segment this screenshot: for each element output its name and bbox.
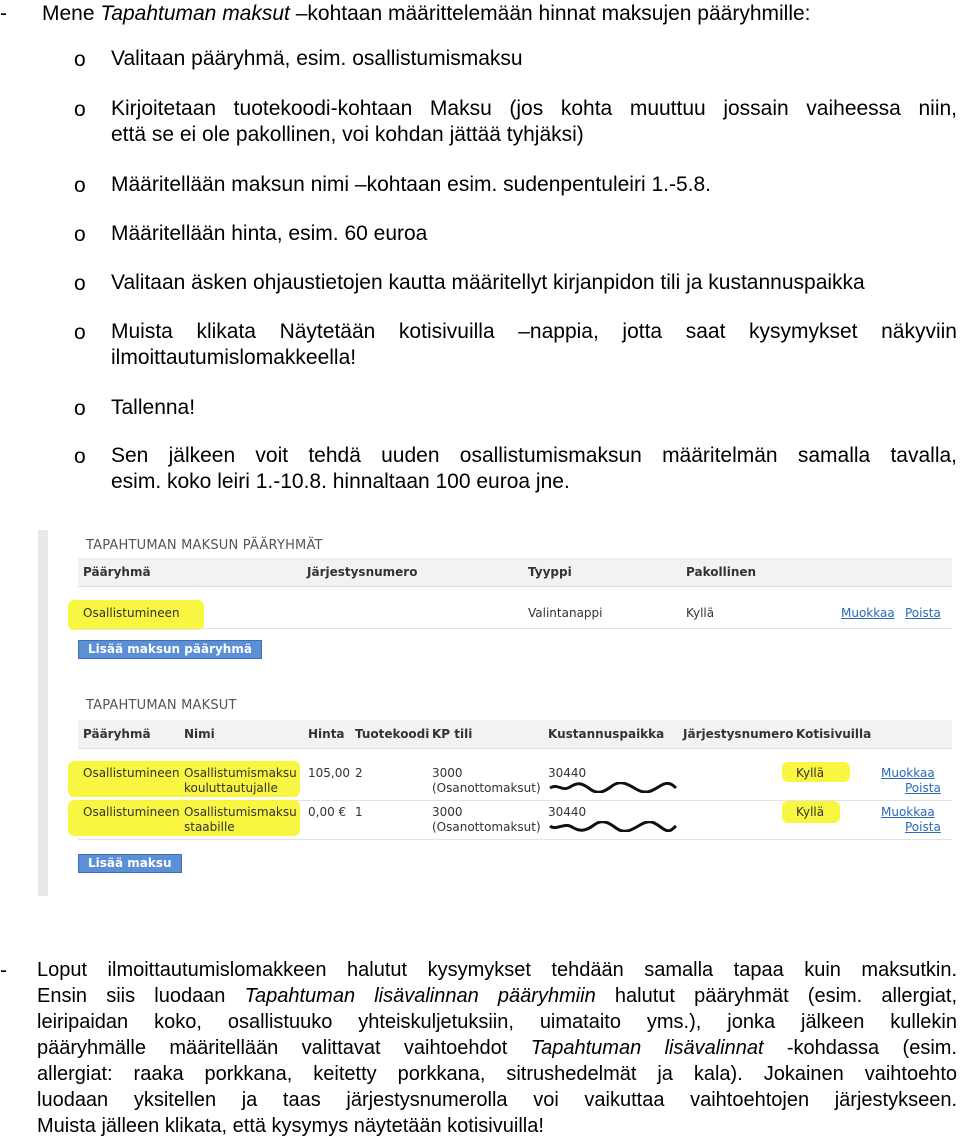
bullet-5: o <box>74 272 86 295</box>
text-run: -kohdassa (esim. <box>763 1037 957 1059</box>
bottom-paragraph <box>37 957 957 1139</box>
cell-kp-tili-line2: (Osanottomaksut) <box>432 781 541 795</box>
col-pakollinen: Pakollinen <box>686 565 757 579</box>
cell-kp-tili: 3000 <box>432 766 463 780</box>
bullet-item-3 <box>111 172 711 198</box>
cell-kustannuspaikka: 30440 <box>548 766 587 780</box>
bullet-text: Tallenna! <box>111 396 196 419</box>
col-kotisivuilla: Kotisivuilla <box>796 727 872 741</box>
embedded-screenshot <box>38 530 960 896</box>
col-kustannuspaikka: Kustannuspaikka <box>548 727 665 741</box>
redacted-scribble <box>548 821 678 832</box>
fees-table-header <box>78 720 952 749</box>
fees-table-row <box>78 801 952 840</box>
cell-paaryhma: Osallistumineen <box>83 606 180 620</box>
cell-nimi-line2: staabille <box>184 820 235 834</box>
paragraph-line: Loput ilmoittautumislomakkeen halutut kysymykset tehdään samalla tapaa kuin maksutkin. <box>37 959 957 981</box>
bullet-text: ilmoittautumislomakkeella! <box>111 346 357 369</box>
bullet-6: o <box>74 321 86 344</box>
bullet-item-5 <box>111 270 865 296</box>
bullet-text: Määritellään maksun nimi –kohtaan esim. sudenpentuleiri 1.-5.8. <box>111 173 711 196</box>
intro-pre: Mene <box>42 2 101 25</box>
cell-kustannuspaikka: 30440 <box>548 805 587 819</box>
fees-section-title: TAPAHTUMAN MAKSUT <box>86 698 237 713</box>
cell-nimi-line2: kouluttautujalle <box>184 781 278 795</box>
col-paaryhma: Pääryhmä <box>83 727 151 741</box>
col-tyyppi: Tyyppi <box>528 565 572 579</box>
cell-tuotekoodi: 2 <box>355 766 363 780</box>
add-group-button[interactable]: Lisää maksun pääryhmä <box>78 640 262 659</box>
cell-kp-tili: 3000 <box>432 805 463 819</box>
cell-paaryhma: Osallistumineen <box>83 766 180 780</box>
groups-table-header <box>78 558 952 587</box>
panel-left-bar <box>38 530 48 896</box>
cell-paaryhma: Osallistumineen <box>83 805 180 819</box>
edit-link[interactable]: Muokkaa <box>841 606 895 620</box>
col-jarjestysnumero: Järjestysnumero <box>307 565 418 579</box>
bullet-7: o <box>74 397 86 420</box>
paragraph-line: Muista jälleen klikata, että kysymys näytetään kotisivuilla! <box>37 1115 544 1137</box>
delete-link[interactable]: Poista <box>905 820 941 834</box>
intro-emphasis: Tapahtuman maksut <box>100 2 290 25</box>
cell-hinta: 105,00 <box>308 766 350 780</box>
col-kp-tili: KP tili <box>432 727 473 741</box>
paragraph-line <box>37 983 957 1009</box>
bullet-text: Määritellään hinta, esim. 60 euroa <box>111 222 428 245</box>
cell-nimi: Osallistumismaksu <box>184 805 297 819</box>
bullet-text: Valitaan pääryhmä, esim. osallistumismaksu <box>111 47 523 70</box>
text-run: Ensin siis luodaan <box>37 985 245 1007</box>
bullet-3: o <box>74 174 86 197</box>
bullet-item-1 <box>111 46 523 72</box>
bullet-text: Muista klikata Näytetään kotisivuilla –nappia, jotta saat kysymykset näkyviin <box>111 320 957 343</box>
cell-tyyppi: Valintanappi <box>528 606 603 620</box>
intro-post: –kohtaan määrittelemään hinnat maksujen pääryhmille: <box>289 2 811 25</box>
text-emphasis: Tapahtuman lisävalinnan pääryhmiin <box>244 985 596 1007</box>
intro-line <box>42 2 811 26</box>
bullet-1: o <box>74 48 86 71</box>
bullet-text: että se ei ole pakollinen, voi kohdan jättää tyhjäksi) <box>111 123 584 146</box>
bullet-text: Valitaan äsken ohjaustietojen kautta määritellyt kirjanpidon tili ja kustannuspaikka <box>111 271 865 294</box>
delete-link[interactable]: Poista <box>905 606 941 620</box>
bottom-dash: - <box>0 959 7 982</box>
cell-hinta: 0,00 € <box>308 805 347 819</box>
groups-table-row <box>78 602 952 629</box>
bullet-text: Sen jälkeen voit tehdä uuden osallistumismaksun määritelmän samalla tavalla, <box>111 444 957 467</box>
paragraph-line: allergiat: raaka porkkana, keitetty porkkana, sitrushedelmät ja kala). Jokainen vaihtoehto <box>37 1063 957 1085</box>
bullet-item-7 <box>111 395 195 421</box>
paragraph-line <box>37 1035 957 1061</box>
bullet-4: o <box>74 223 86 246</box>
edit-link[interactable]: Muokkaa <box>881 805 935 819</box>
col-paaryhma: Pääryhmä <box>83 565 151 579</box>
cell-kotisivuilla: Kyllä <box>796 805 825 819</box>
fees-table-row <box>78 762 952 801</box>
redacted-scribble <box>548 782 678 793</box>
col-tuotekoodi: Tuotekoodi <box>355 727 430 741</box>
bullet-item-4 <box>111 221 427 247</box>
cell-kotisivuilla: Kyllä <box>796 766 825 780</box>
delete-link[interactable]: Poista <box>905 781 941 795</box>
bullet-text: Kirjoitetaan tuotekoodi-kohtaan Maksu (jos kohta muuttuu jossain vaiheessa niin, <box>111 97 957 120</box>
cell-nimi: Osallistumismaksu <box>184 766 297 780</box>
bullet-2: o <box>74 98 86 121</box>
cell-pakollinen: Kyllä <box>686 606 715 620</box>
col-nimi: Nimi <box>184 727 215 741</box>
text-emphasis: Tapahtuman lisävalinnat <box>530 1037 764 1059</box>
paragraph-line: luodaan yksitellen ja taas järjestysnumerolla voi vaikuttaa vaihtoehtojen järjestykseen. <box>37 1089 957 1111</box>
col-hinta: Hinta <box>308 727 345 741</box>
col-jarjestysnumero: Järjestysnumero <box>683 727 794 741</box>
cell-kp-tili-line2: (Osanottomaksut) <box>432 820 541 834</box>
edit-link[interactable]: Muokkaa <box>881 766 935 780</box>
bullet-item-6 <box>111 319 957 371</box>
cell-tuotekoodi: 1 <box>355 805 363 819</box>
paragraph-line: leiripaidan koko, osallistuuko yhteiskuljetuksiin, uimataito yms.), jonka jälkeen kullekin <box>37 1011 957 1033</box>
intro-dash: - <box>0 2 7 25</box>
bullet-item-8 <box>111 443 957 495</box>
text-run: pääryhmälle määritellään valittavat vaihtoehdot <box>37 1037 531 1059</box>
text-run: halutut pääryhmät (esim. allergiat, <box>595 985 958 1007</box>
groups-section-title: TAPAHTUMAN MAKSUN PÄÄRYHMÄT <box>86 538 323 553</box>
bullet-8: o <box>74 445 86 468</box>
bullet-item-2 <box>111 96 957 148</box>
bullet-text: esim. koko leiri 1.-10.8. hinnaltaan 100 euroa jne. <box>111 470 570 493</box>
add-fee-button[interactable]: Lisää maksu <box>78 854 182 873</box>
